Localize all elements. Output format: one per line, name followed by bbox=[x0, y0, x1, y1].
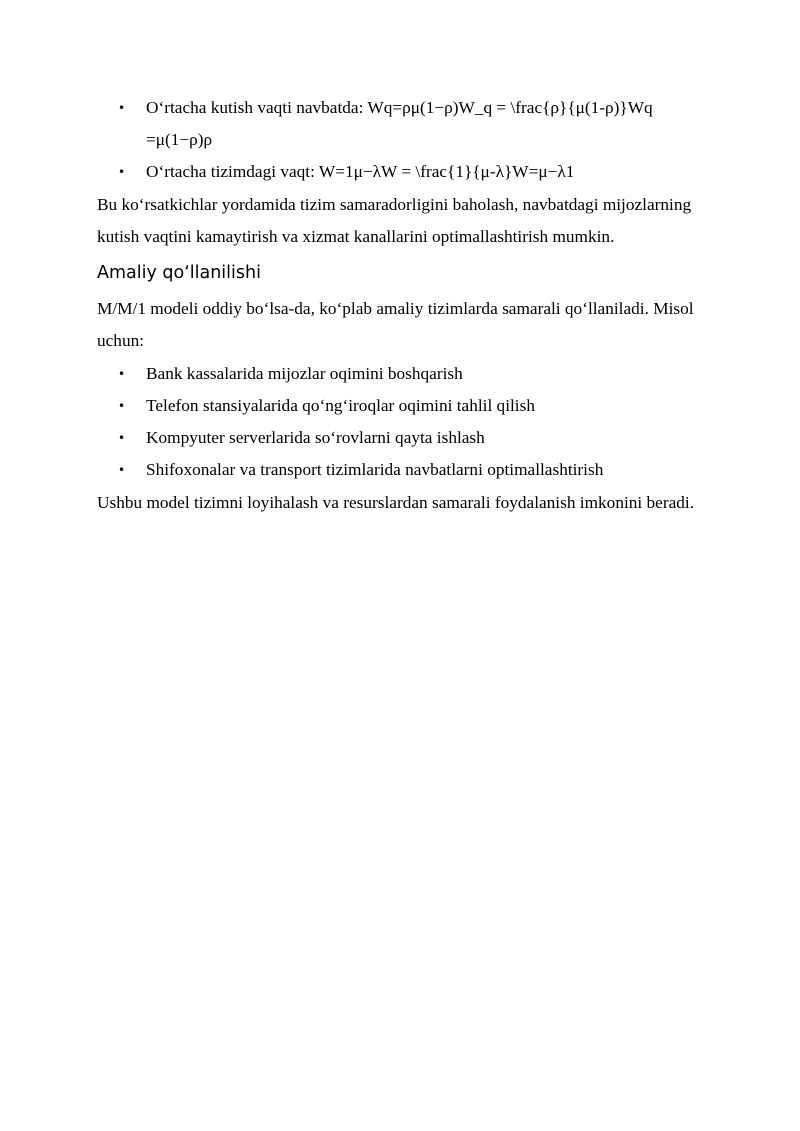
intro-paragraph-line: uchun: bbox=[97, 331, 145, 350]
bullet-icon: • bbox=[118, 101, 126, 115]
list-item-text: O‘rtacha kutish vaqti navbatda: Wq=ρμ(1−ρ)W_q = \frac{ρ}{μ(1-ρ)}Wq bbox=[146, 98, 653, 117]
bullet-icon: • bbox=[118, 367, 126, 381]
summary-paragraph-line: Bu ko‘rsatkichlar yordamida tizim samaradorligini baholash, navbatdagi mijozlarning bbox=[97, 195, 692, 214]
bullet-icon: • bbox=[118, 165, 126, 179]
summary-paragraph-line: kutish vaqtini kamaytirish va xizmat kanallarini optimallashtirish mumkin. bbox=[97, 227, 615, 246]
list-item-text-continuation: =μ(1−ρ)ρ bbox=[146, 130, 213, 149]
list-item-text: Kompyuter serverlarida so‘rovlarni qayta ishlash bbox=[146, 428, 485, 447]
bullet-icon: • bbox=[118, 463, 126, 477]
closing-paragraph: Ushbu model tizimni loyihalash va resurslardan samarali foydalanish imkonini beradi. bbox=[97, 493, 695, 512]
list-item-text: Shifoxonalar va transport tizimlarida navbatlarni optimallashtirish bbox=[146, 460, 604, 479]
list-item-text: Telefon stansiyalarida qo‘ng‘iroqlar oqimini tahlil qilish bbox=[146, 396, 535, 415]
intro-paragraph-line: M/M/1 modeli oddiy bo‘lsa-da, ko‘plab amaliy tizimlarda samarali qo‘llaniladi. Misol bbox=[97, 299, 694, 318]
bullet-icon: • bbox=[118, 399, 126, 413]
list-item-text: Bank kassalarida mijozlar oqimini boshqarish bbox=[146, 364, 463, 383]
section-heading: Amaliy qo‘llanilishi bbox=[97, 263, 261, 283]
bullet-icon: • bbox=[118, 431, 126, 445]
list-item-text: O‘rtacha tizimdagi vaqt: W=1μ−λW = \frac{1}{μ-λ}W=μ−λ1 bbox=[146, 162, 575, 181]
